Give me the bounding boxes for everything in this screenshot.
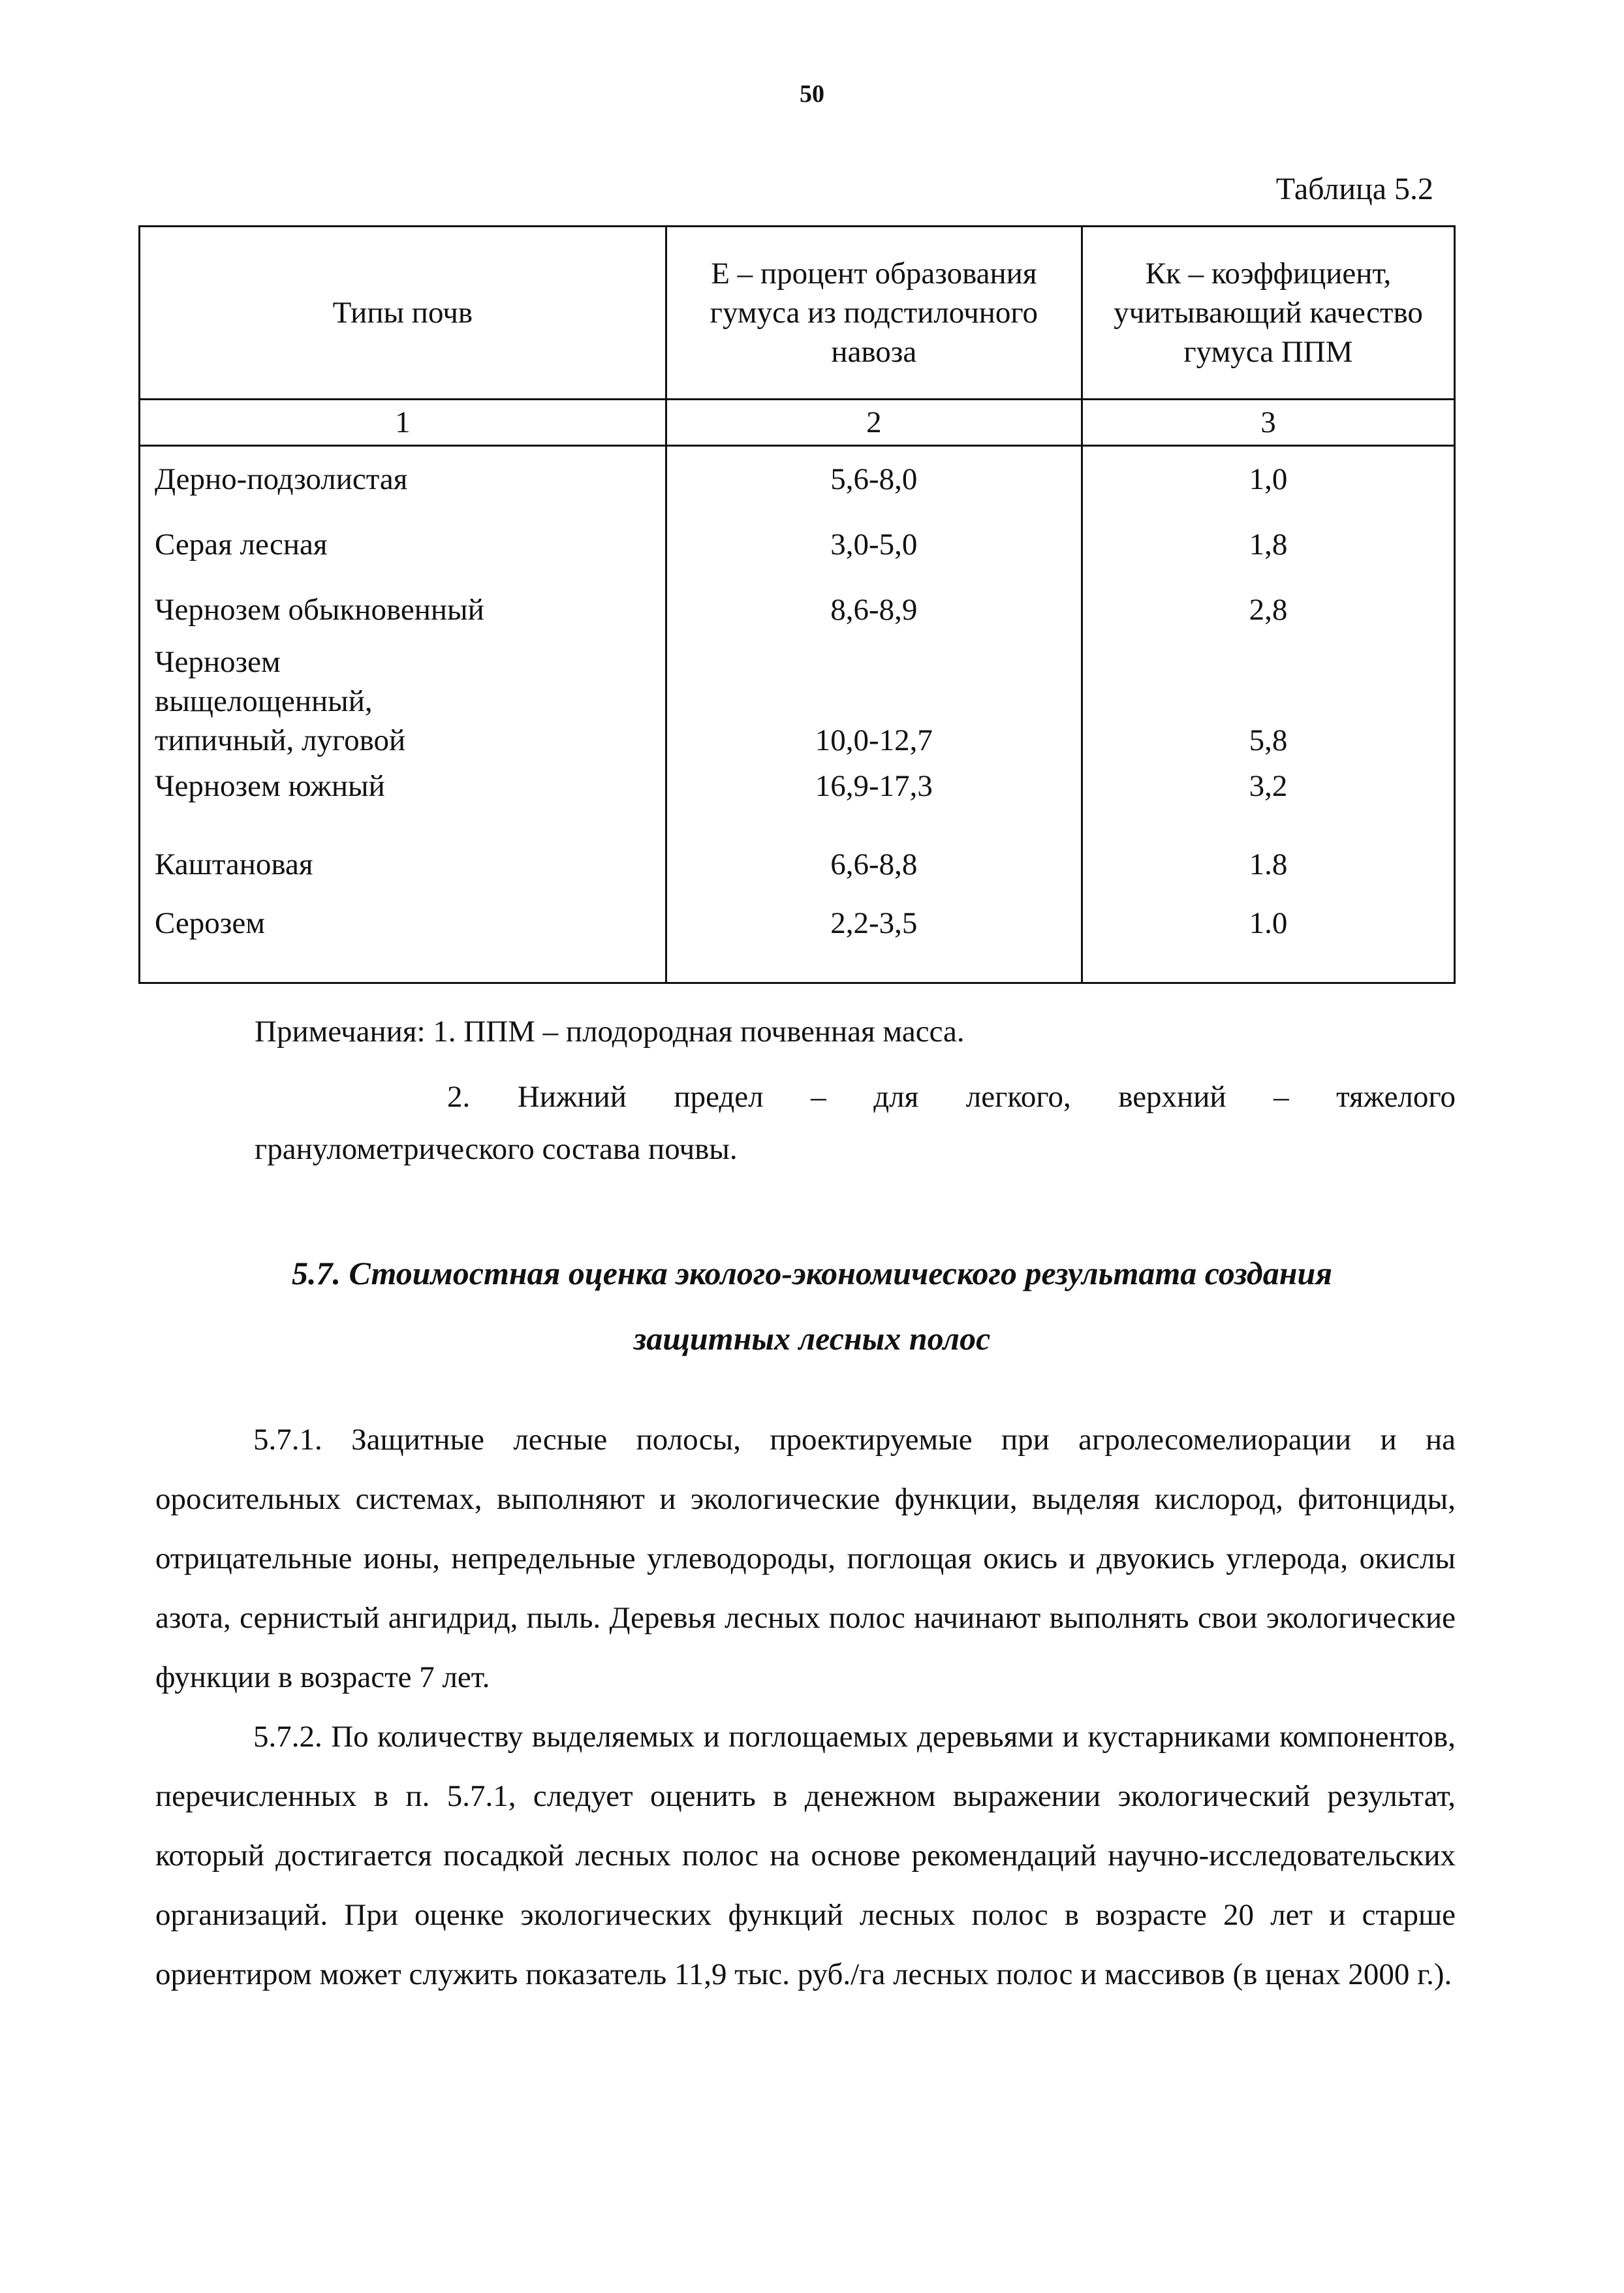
- column-number: 3: [1082, 400, 1454, 446]
- table-row: [140, 767, 1455, 832]
- header-humus-percent: Е – процент образования гумуса из подстилочного навоза: [666, 227, 1082, 400]
- coefficient-cell: 1,0: [1082, 446, 1454, 513]
- column-number: 2: [666, 400, 1082, 446]
- paragraph-5-7-2: 5.7.2. По количеству выделяемых и поглощаемых деревьями и кустарниками компонентов, перечисленных в п. 5.7.1, следует оценить в денежном выражении экологический результат, который достигается посадкой лесных полос на основе рекомендаций научно-исследовательских организаций. При оценке экологических функций лесных полос в возрасте 20 лет и старше ориентиром может служить показатель 11,9 тыс. руб./га лесных полос и массивов (в ценах 2000 г.).: [155, 1720, 1456, 1991]
- paragraph-5-7-1: 5.7.1. Защитные лесные полосы, проектируемые при агролесомелиорации и на оросительных системах, выполняют и экологические функции, выделяя кислород, фитонциды, отрицательные ионы, непредельные углеводороды, поглощая окись и двуокись углерода, окислы азота, сернистый ангидрид, пыль. Деревья лесных полос начинают выполнять свои экологические функции в возрасте 7 лет.: [155, 1423, 1456, 1694]
- soil-type-cell: Дерно-подзолистая: [140, 446, 666, 513]
- table-row: [140, 512, 1455, 577]
- humus-percent-cell: 16,9-17,3: [666, 767, 1082, 832]
- coefficient-cell: 1.0: [1082, 897, 1454, 983]
- table-note-1: Примечания: 1. ППМ – плодородная почвенная масса.: [255, 1015, 965, 1049]
- table-row: [140, 832, 1455, 897]
- humus-percent-cell: 3,0-5,0: [666, 512, 1082, 577]
- coefficient-cell: 1.8: [1082, 832, 1454, 897]
- soil-type-cell: Чернозем выщелощенный, типичный, луговой: [140, 642, 666, 767]
- table-row: [140, 642, 1455, 767]
- coefficient-cell: 5,8: [1082, 642, 1454, 767]
- table-note-2-continuation: гранулометрического состава почвы.: [255, 1132, 738, 1166]
- coefficient-cell: 3,2: [1082, 767, 1454, 832]
- soil-type-cell: Серозем: [140, 897, 666, 983]
- header-quality-coefficient: Кк – коэффициент, учитывающий качество гумуса ППМ: [1082, 227, 1454, 400]
- coefficient-cell: 1,8: [1082, 512, 1454, 577]
- table-caption: Таблица 5.2: [1275, 172, 1433, 206]
- humus-percent-cell: 8,6-8,9: [666, 577, 1082, 642]
- table-row: [140, 446, 1455, 513]
- humus-percent-cell: 2,2-3,5: [666, 897, 1082, 983]
- page-number: 50: [800, 80, 824, 108]
- header-soil-types: Типы почв: [140, 227, 666, 400]
- table-header-row: [140, 227, 1455, 400]
- table-row: [140, 577, 1455, 642]
- coefficient-cell: 2,8: [1082, 577, 1454, 642]
- column-numbers-row: [140, 400, 1455, 446]
- soil-type-cell: Серая лесная: [140, 512, 666, 577]
- table-note-2: 2. Нижний предел – для легкого, верхний – тяжелого: [447, 1080, 1456, 1114]
- section-heading-continuation: защитных лесных полос: [633, 1320, 991, 1357]
- humus-percent-cell: 10,0-12,7: [666, 642, 1082, 767]
- section-heading: 5.7. Стоимостная оценка эколого-экономического результата создания: [291, 1255, 1333, 1291]
- column-number: 1: [140, 400, 666, 446]
- table-row: [140, 897, 1455, 983]
- soil-type-cell: Чернозем южный: [140, 767, 666, 832]
- humus-percent-cell: 6,6-8,8: [666, 832, 1082, 897]
- soil-humus-table: [138, 225, 1456, 984]
- soil-type-cell: Чернозем обыкновенный: [140, 577, 666, 642]
- soil-type-cell: Каштановая: [140, 832, 666, 897]
- humus-percent-cell: 5,6-8,0: [666, 446, 1082, 513]
